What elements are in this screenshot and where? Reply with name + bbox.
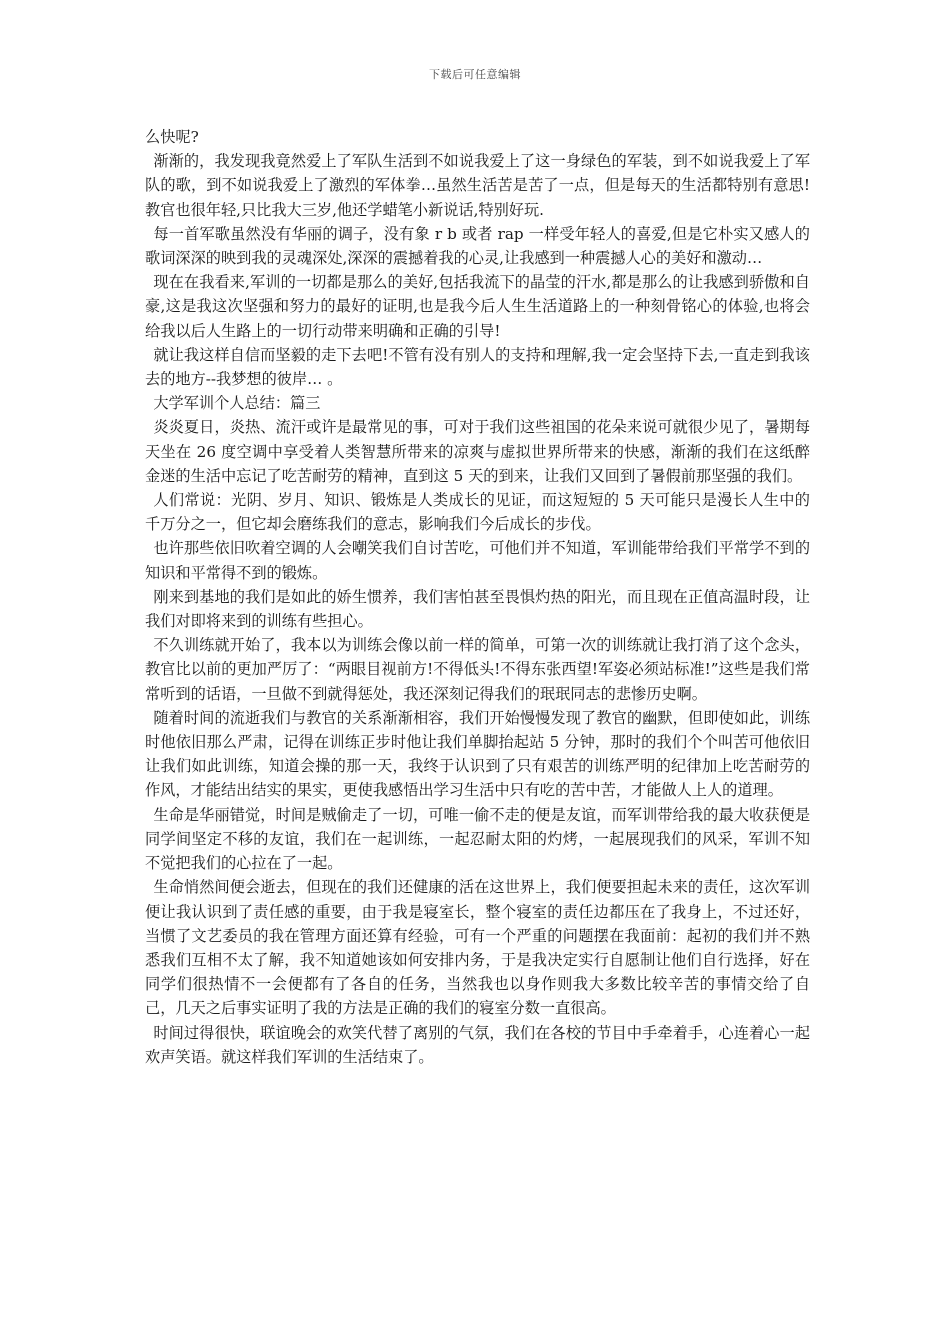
paragraph: 就让我这样自信而坚毅的走下去吧!不管有没有别人的支持和理解,我一定会坚持下去,一直走到我该去的地方--我梦想的彼岸… 。 xyxy=(145,345,810,389)
paragraph: 现在在我看来,军训的一切都是那么的美好,包括我流下的晶莹的汗水,都是那么的让我感到骄傲和自豪,这是我这次坚强和努力的最好的证明,也是我今后人生生活道路上的一种刻骨铭心的体验,也将会给我以后人生路上的一切行动带来明确和正确的引导! xyxy=(145,273,810,340)
paragraph: 时间过得很快，联谊晚会的欢笑代替了离别的气氛，我们在各校的节目中手牵着手，心连着心一起欢声笑语。就这样我们军训的生活结束了。 xyxy=(145,1023,810,1066)
paragraph: 人们常说：光阴、岁月、知识、锻炼是人类成长的见证，而这短短的 5 天可能只是漫长人生中的千万分之一，但它却会磨练我们的意志，影响我们今后成长的步伐。 xyxy=(145,491,810,534)
paragraph: 也许那些依旧吹着空调的人会嘲笑我们自讨苦吃，可他们并不知道，军训能带给我们平常学不到的知识和平常得不到的锻炼。 xyxy=(145,539,810,582)
paragraph: 生命是华丽错觉，时间是贼偷走了一切，可唯一偷不走的便是友谊，而军训带给我的最大收获便是同学间坚定不移的友谊，我们在一起训练，一起忍耐太阳的灼烤，一起展现我们的风采，军训不知不觉把我们的心拉在了一起。 xyxy=(145,805,810,873)
paragraph: 随着时间的流逝我们与教官的关系渐渐相容，我们开始慢慢发现了教官的幽默，但即使如此，训练时他依旧那么严肃，记得在训练正步时他让我们单脚抬起站 5 分钟，那时的我们个个叫苦可他依旧让我们如此训练，知道会操的那一天，我终于认识到了只有艰苦的训练严明的纪律加上吃苦耐劳的作风，才能结出结实的果实，更使我感悟出学习生活中只有吃的苦中苦，才能做人上人的道理。 xyxy=(145,708,810,800)
page-header: 下载后可任意编辑 xyxy=(429,68,521,81)
paragraph: 生命悄然间便会逝去，但现在的我们还健康的活在这世界上，我们便要担起未来的责任，这次军训便让我认识到了责任感的重要，由于我是寝室长，整个寝室的责任边都压在了我身上，不过还好，当惯了文艺委员的我在管理方面还算有经验，可有一个严重的问题摆在我面前：起初的我们并不熟悉我们互相不太了解，我不知道她该如何安排内务，于是我决定实行自愿制让他们自行选择，好在同学们很热情不一会便都有了各自的任务，当然我也以身作则我大多数比较辛苦的事情交给了自己，几天之后事实证明了我的方法是正确的我们的寝室分数一直很高。 xyxy=(145,878,810,1018)
paragraph: 渐渐的，我发现我竟然爱上了军队生活到不如说我爱上了这一身绿色的军装，到不如说我爱上了军队的歌，到不如说我爱上了激烈的军体拳…虽然生活苦是苦了一点，但是每天的生活都特别有意思!教官也很年轻,只比我大三岁,他还学蜡笔小新说话,特别好玩. xyxy=(145,152,810,219)
section-heading: 大学军训个人总结：篇三 xyxy=(153,394,321,413)
document-body xyxy=(145,125,810,1069)
paragraph: 炎炎夏日，炎热、流汗或许是最常见的事，可对于我们这些祖国的花朵来说可就很少见了，暑期每天坐在 26 度空调中享受着人类智慧所带来的凉爽与虚拟世界所带来的快感，渐渐的我们在这纸醉金迷的生活中忘记了吃苦耐劳的精神，直到这 5 天的到来，让我们又回到了暑假前那坚强的我们。 xyxy=(145,418,810,485)
paragraph: 每一首军歌虽然没有华丽的调子，没有象 r b 或者 rap 一样受年轻人的喜爱,但是它朴实又感人的歌词深深的映到我的灵魂深处,深深的震撼着我的心灵,让我感到一种震撼人心的美好和激动… xyxy=(145,224,810,268)
paragraph-continuation: 么快呢? xyxy=(145,128,199,146)
paragraph: 不久训练就开始了，我本以为训练会像以前一样的简单，可第一次的训练就让我打消了这个念头，教官比以前的更加严厉了：“两眼目视前方!不得低头!不得东张西望!军姿必须站标准!”这些是我们常常听到的话语，一旦做不到就得惩处，我还深刻记得我们的珉珉同志的悲惨历史啊。 xyxy=(145,636,810,703)
paragraph: 刚来到基地的我们是如此的娇生惯养，我们害怕甚至畏惧灼热的阳光，而且现在正值高温时段，让我们对即将来到的训练有些担心。 xyxy=(145,587,810,631)
